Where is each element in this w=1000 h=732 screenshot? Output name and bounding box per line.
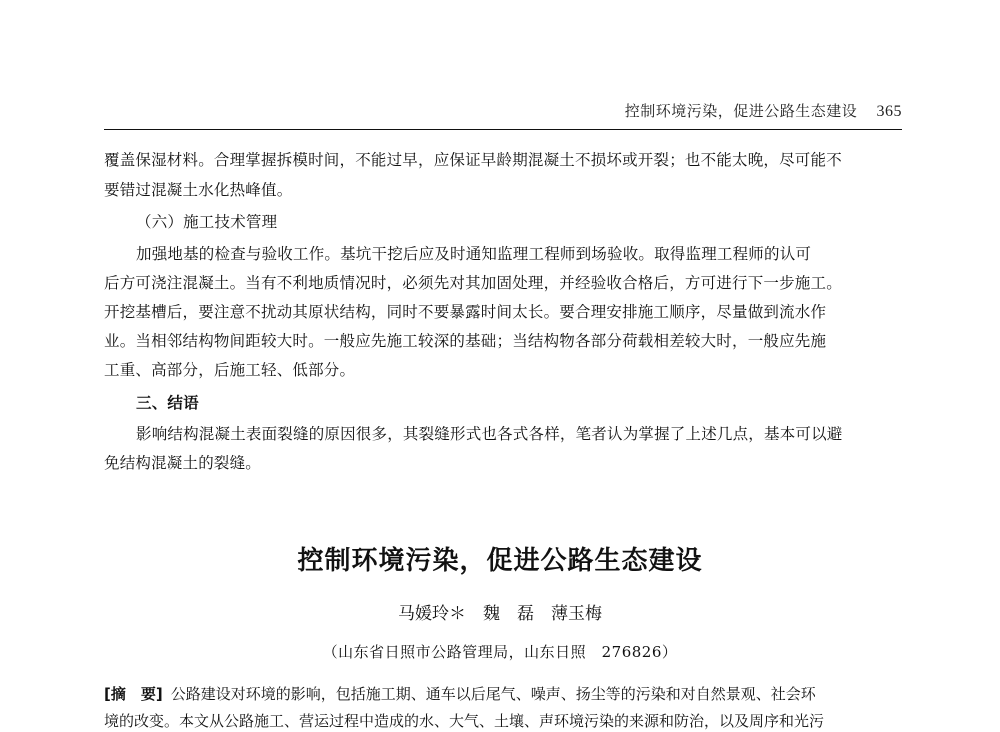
author-affiliation: （山东省日照市公路管理局，山东日照 276826） (322, 643, 678, 661)
body-text-line: 免结构混凝土的裂缝。 (104, 454, 262, 472)
header-rule (104, 129, 902, 130)
body-text-line: 开挖基槽后，要注意不扰动其原状结构，同时不要暴露时间太长。要合理安排施工顺序，尽量做到流水作 (104, 303, 827, 321)
body-text-line: 影响结构混凝土表面裂缝的原因很多，其裂缝形式也各式各样，笔者认为掌握了上述几点，基本可以避 (136, 425, 843, 443)
body-text-line: 工重、高部分，后施工轻、低部分。 (104, 361, 356, 379)
article-authors: 马媛玲＊ 魏 磊 薄玉梅 (398, 604, 602, 624)
article-title: 控制环境污染，促进公路生态建设 (297, 546, 703, 576)
abstract-label: [摘 要] (104, 685, 163, 703)
subsection-heading: （六）施工技术管理 (136, 213, 278, 231)
abstract-text: 公路建设对环境的影响，包括施工期、通车以后尾气、噪声、扬尘等的污染和对自然景观、社会环 (170, 685, 816, 703)
section-heading: 三、结语 (136, 394, 199, 412)
body-text-line: 后方可浇注混凝土。当有不利地质情况时，必须先对其加固处理，并经验收合格后，方可进行下一步施工。 (104, 274, 842, 292)
running-title: 控制环境污染，促进公路生态建设 (624, 102, 858, 120)
body-text-line: 覆盖保湿材料。合理掌握拆模时间，不能过早，应保证早龄期混凝土不损坏或开裂；也不能太晚，尽可能不 (104, 151, 842, 169)
abstract-line: 境的改变。本文从公路施工、营运过程中造成的水、大气、土壤、声环境污染的来源和防治，以及周序和光污 (104, 712, 825, 730)
body-text-line: 业。当相邻结构物间距较大时。一般应先施工较深的基础；当结构物各部分荷载相差较大时，一般应先施 (104, 332, 827, 350)
page-number: 365 (876, 103, 902, 120)
body-text-line: 加强地基的检查与验收工作。基坑干挖后应及时通知监理工程师到场验收。取得监理工程师的认可 (136, 245, 812, 263)
abstract-line (104, 683, 904, 705)
running-header (625, 100, 902, 121)
body-text-line: 要错过混凝土水化热峰值。 (104, 181, 293, 199)
